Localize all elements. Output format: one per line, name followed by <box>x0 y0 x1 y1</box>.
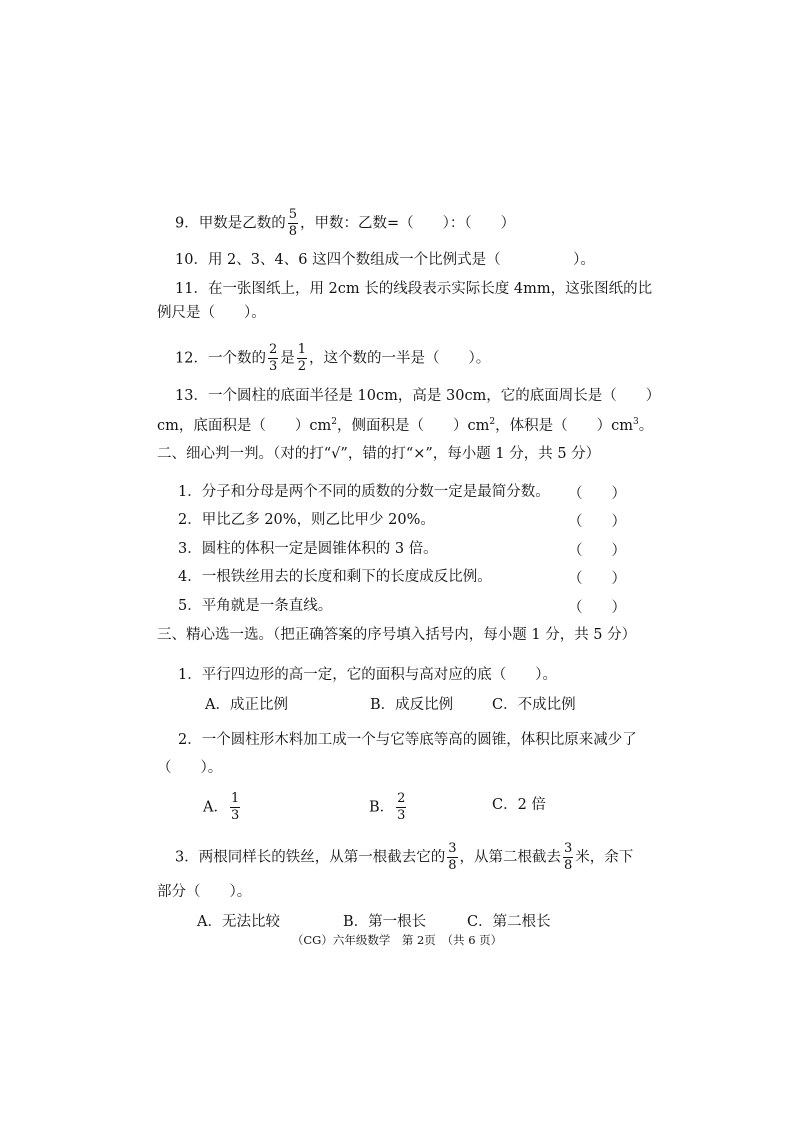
choice-2-option-c[interactable]: C．2 倍 <box>492 797 546 813</box>
q13-text-a: cm，底面积是（ ）cm <box>157 417 332 434</box>
fraction-2-3 <box>396 792 406 823</box>
judge-item-2: 2．甲比乙多 20%，则乙比甲少 20%。 <box>178 512 435 528</box>
fraction-denominator: 3 <box>268 359 278 374</box>
option-label: B． <box>369 799 395 816</box>
question-12 <box>175 343 490 374</box>
fraction-numerator: 3 <box>564 841 573 856</box>
choice-2-option-b[interactable] <box>369 792 408 823</box>
fraction-numerator: 2 <box>268 342 278 357</box>
section-2-title: 二、细心判一判。（对的打“√”，错的打“×”，每小题 1 分，共 5 分） <box>157 446 601 462</box>
question-12-text-a: 12．一个数的 <box>175 350 266 367</box>
page-footer: （CG）六年级数学 第 2页 （共 6 页） <box>291 933 503 947</box>
fraction-denominator: 8 <box>448 858 457 873</box>
section-3-title: 三、精心选一选。（把正确答案的序号填入括号内，每小题 1 分，共 5 分） <box>157 627 637 643</box>
question-12-text-b: 是 <box>280 350 295 367</box>
choice-1-option-a[interactable]: A．成正比例 <box>205 697 288 713</box>
choice-question-3-line-2: 部分（ ）。 <box>157 884 252 900</box>
fraction-denominator: 8 <box>564 858 573 873</box>
judge-item-3: 3．圆柱的体积一定是圆锥体积的 3 倍。 <box>178 541 438 557</box>
q3-text-b: ，从第二根截去 <box>459 849 562 866</box>
superscript-3: 3 <box>632 417 639 427</box>
fraction-denominator: 3 <box>397 808 406 823</box>
judge-bracket-3[interactable]: （ ） <box>568 543 626 559</box>
fraction-1-3 <box>230 792 240 823</box>
question-10: 10．用 2、3、4、6 这四个数组成一个比例式是（ ）。 <box>175 252 595 268</box>
q13-text-d: 。 <box>638 417 654 434</box>
question-9 <box>175 208 515 239</box>
q13-text-c: ，体积是（ ）cm <box>495 417 633 434</box>
judge-bracket-1[interactable]: （ ） <box>568 486 626 502</box>
fraction-numerator: 1 <box>297 342 307 357</box>
question-11-line-1: 11．在一张图纸上，用 2cm 长的线段表示实际长度 4mm，这张图纸的比 <box>175 281 653 297</box>
question-13-line-2 <box>157 412 653 436</box>
question-11-line-2: 例尺是（ ）。 <box>157 305 266 321</box>
choice-2-option-a[interactable] <box>203 792 242 823</box>
fraction-denominator: 8 <box>288 224 298 239</box>
fraction-3-8 <box>563 842 573 873</box>
q3-text-c: 米，余下 <box>575 849 634 866</box>
fraction-denominator: 2 <box>297 359 307 374</box>
question-13-line-1: 13．一个圆柱的底面半径是 10cm，高是 30cm，它的底面周长是（ ） <box>175 388 661 404</box>
judge-bracket-2[interactable]: （ ） <box>568 514 626 530</box>
judge-bracket-5[interactable]: （ ） <box>568 600 626 616</box>
superscript-2: 2 <box>489 417 496 427</box>
choice-question-2-line-2: （ ）。 <box>157 760 223 776</box>
choice-question-1: 1．平行四边形的高一定，它的面积与高对应的底（ ）。 <box>178 667 557 683</box>
choice-question-2-line-1: 2．一个圆柱形木料加工成一个与它等底等高的圆锥，体积比原来减少了 <box>178 732 637 748</box>
fraction-numerator: 2 <box>397 791 406 806</box>
fraction-numerator: 1 <box>230 791 240 806</box>
q3-text-a: 3．两根同样长的铁丝，从第一根截去它的 <box>175 849 446 866</box>
fraction-2-3 <box>268 343 278 374</box>
q13-text-b: ，侧面积是（ ）cm <box>336 417 490 434</box>
fraction-denominator: 3 <box>230 808 240 823</box>
fraction-numerator: 3 <box>448 841 457 856</box>
question-12-text-c: ，这个数的一半是（ ）。 <box>309 350 491 367</box>
judge-item-1: 1．分子和分母是两个不同的质数的分数一定是最简分数。 <box>178 484 550 500</box>
question-9-text-b: ，甲数：乙数=（ ）：（ ） <box>300 215 516 232</box>
fraction-numerator: 5 <box>288 207 298 222</box>
fraction-3-8 <box>447 842 457 873</box>
judge-item-5: 5．平角就是一条直线。 <box>178 598 333 614</box>
choice-1-option-c[interactable]: C．不成比例 <box>492 697 576 713</box>
choice-1-option-b[interactable]: B．成反比例 <box>370 697 454 713</box>
choice-3-option-b[interactable]: B．第一根长 <box>343 914 427 930</box>
choice-3-option-a[interactable]: A．无法比较 <box>197 914 280 930</box>
choice-question-3-line-1 <box>175 842 633 873</box>
fraction-1-2 <box>297 343 307 374</box>
judge-bracket-4[interactable]: （ ） <box>568 571 626 587</box>
judge-item-4: 4．一根铁丝用去的长度和剩下的长度成反比例。 <box>178 569 492 585</box>
question-9-text-a: 9．甲数是乙数的 <box>175 215 286 232</box>
choice-3-option-c[interactable]: C．第二根长 <box>467 914 551 930</box>
superscript-2: 2 <box>331 417 337 427</box>
option-label: A． <box>203 799 228 816</box>
fraction-5-8 <box>288 208 298 239</box>
